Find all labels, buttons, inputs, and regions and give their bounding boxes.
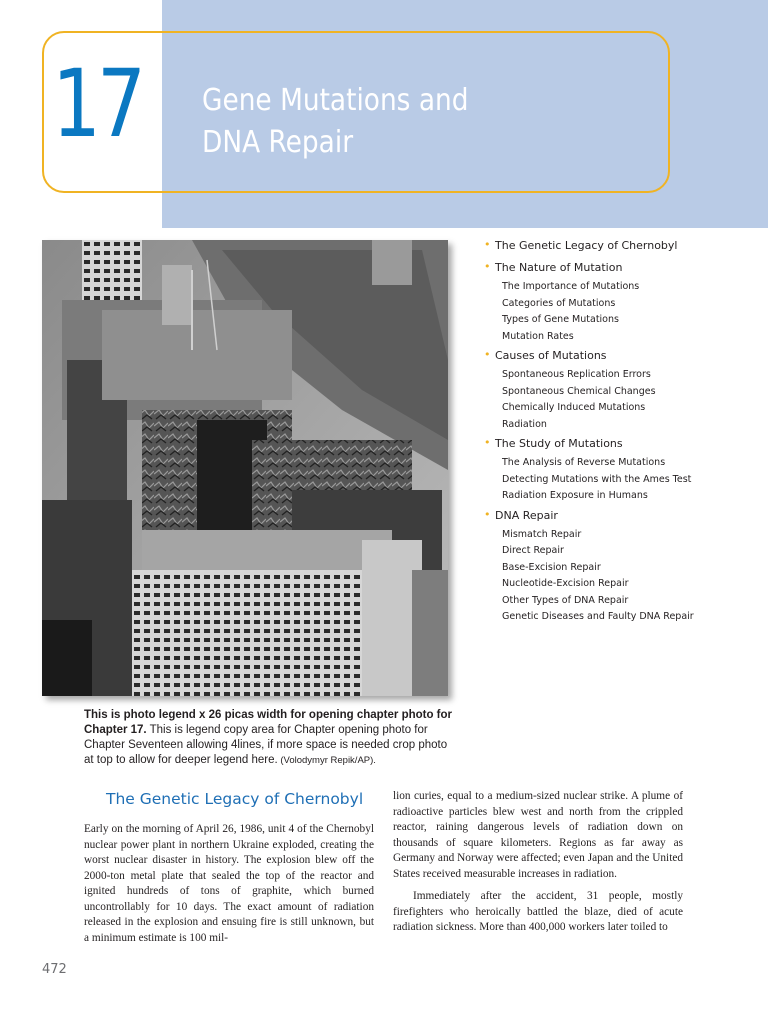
outline-section-label: The Nature of Mutation [495,261,623,274]
outline-section-label: The Genetic Legacy of Chernobyl [495,239,678,252]
outline-section [484,259,754,342]
outline-subsection: Radiation Exposure in Humans [502,490,648,501]
bullet-icon: • [484,507,491,521]
body-column-right [393,789,683,936]
chapter-title [202,80,589,164]
chapter-outline [484,237,754,628]
photo-image [42,240,448,696]
outline-section-title [484,507,754,524]
photo-credit: (Volodymyr Repik/AP). [277,755,376,766]
body-paragraph: Immediately after the accident, 31 people, mostly firefighters who heroically battled the blaze, died of acute radiation sickness. More than 400,000 workers later toiled to [393,890,683,933]
bullet-icon: • [484,348,491,361]
photo-legend-bold: This is photo legend x 26 picas width for opening chapter photo for Chapter 17. [84,709,453,736]
outline-subsection: Detecting Mutations with the Ames Test [502,473,692,485]
bullet-icon: • [484,238,491,251]
outline-subsection: Chemically Induced Mutations [502,402,646,413]
outline-section-label: Causes of Mutations [495,349,607,362]
outline-section-title [484,237,754,254]
outline-subsection: Categories of Mutations [502,297,616,309]
outline-subsection: Mutation Rates [502,330,574,342]
outline-subsection: Radiation [502,418,547,430]
chapter-number: 17 [52,50,142,159]
outline-section-label: DNA Repair [495,508,558,522]
bullet-icon: • [484,260,491,273]
outline-subsection: Base-Excision Repair [502,561,601,573]
outline-section-label: The Study of Mutations [495,437,623,450]
section-heading: The Genetic Legacy of Chernobyl [106,790,364,808]
outline-section [484,507,754,623]
outline-section [484,435,754,502]
photo-legend-text: This is legend copy area for Chapter opening photo for Chapter Seventeen allowing 4lines, if more space is needed crop photo at top to allow for deeper legend here. [84,724,448,766]
body-paragraph: lion curies, equal to a medium-sized nuclear strike. A plume of radioactive particles blew west and north from the crippled reactor, raining dangerous levels of radiation down on thousands of square kilometers. Regions as far away as Germany and Norway were affected; even Japan and the United States received measurable increases in radiation. [393,790,683,880]
outline-section-title [484,347,754,364]
outline-subsection: Mismatch Repair [502,528,582,540]
chapter-title-line-2: DNA Repair [202,125,354,160]
chapter-title-line-1: Gene Mutations and [202,83,469,118]
body-paragraph: Early on the morning of April 26, 1986, unit 4 of the Chernobyl nuclear power plant in northern Ukraine exploded, creating the worst nuclear disaster in history. The explosion blew off the 2000-ton metal plate that sealed the top of the reactor and ignited hundreds of tons of graphite, which burned uncontrollably for 10 days. The exact amount of radiation released in the explosion and ensuing fire is still unknown, but a minimum estimate is 100 mil- [84,823,374,944]
outline-subsection: Types of Gene Mutations [502,314,619,325]
outline-subsection: Spontaneous Replication Errors [502,369,651,380]
outline-subsection: Genetic Diseases and Faulty DNA Repair [502,611,694,622]
outline-subsection: The Importance of Mutations [502,281,640,292]
photo-legend [84,708,454,768]
outline-section-title [484,259,754,276]
outline-section [484,347,754,430]
outline-subsection: Spontaneous Chemical Changes [502,385,656,397]
outline-section-title [484,435,754,452]
chernobyl-reactor-photo [42,240,448,696]
page-number: 472 [42,962,67,977]
bullet-icon: • [484,436,491,449]
outline-subsection: Nucleotide-Excision Repair [502,578,629,589]
outline-subsection: The Analysis of Reverse Mutations [502,457,666,468]
outline-subsection: Direct Repair [502,545,564,556]
body-column-left [84,822,374,946]
outline-subsection: Other Types of DNA Repair [502,594,629,606]
outline-section [484,237,754,254]
